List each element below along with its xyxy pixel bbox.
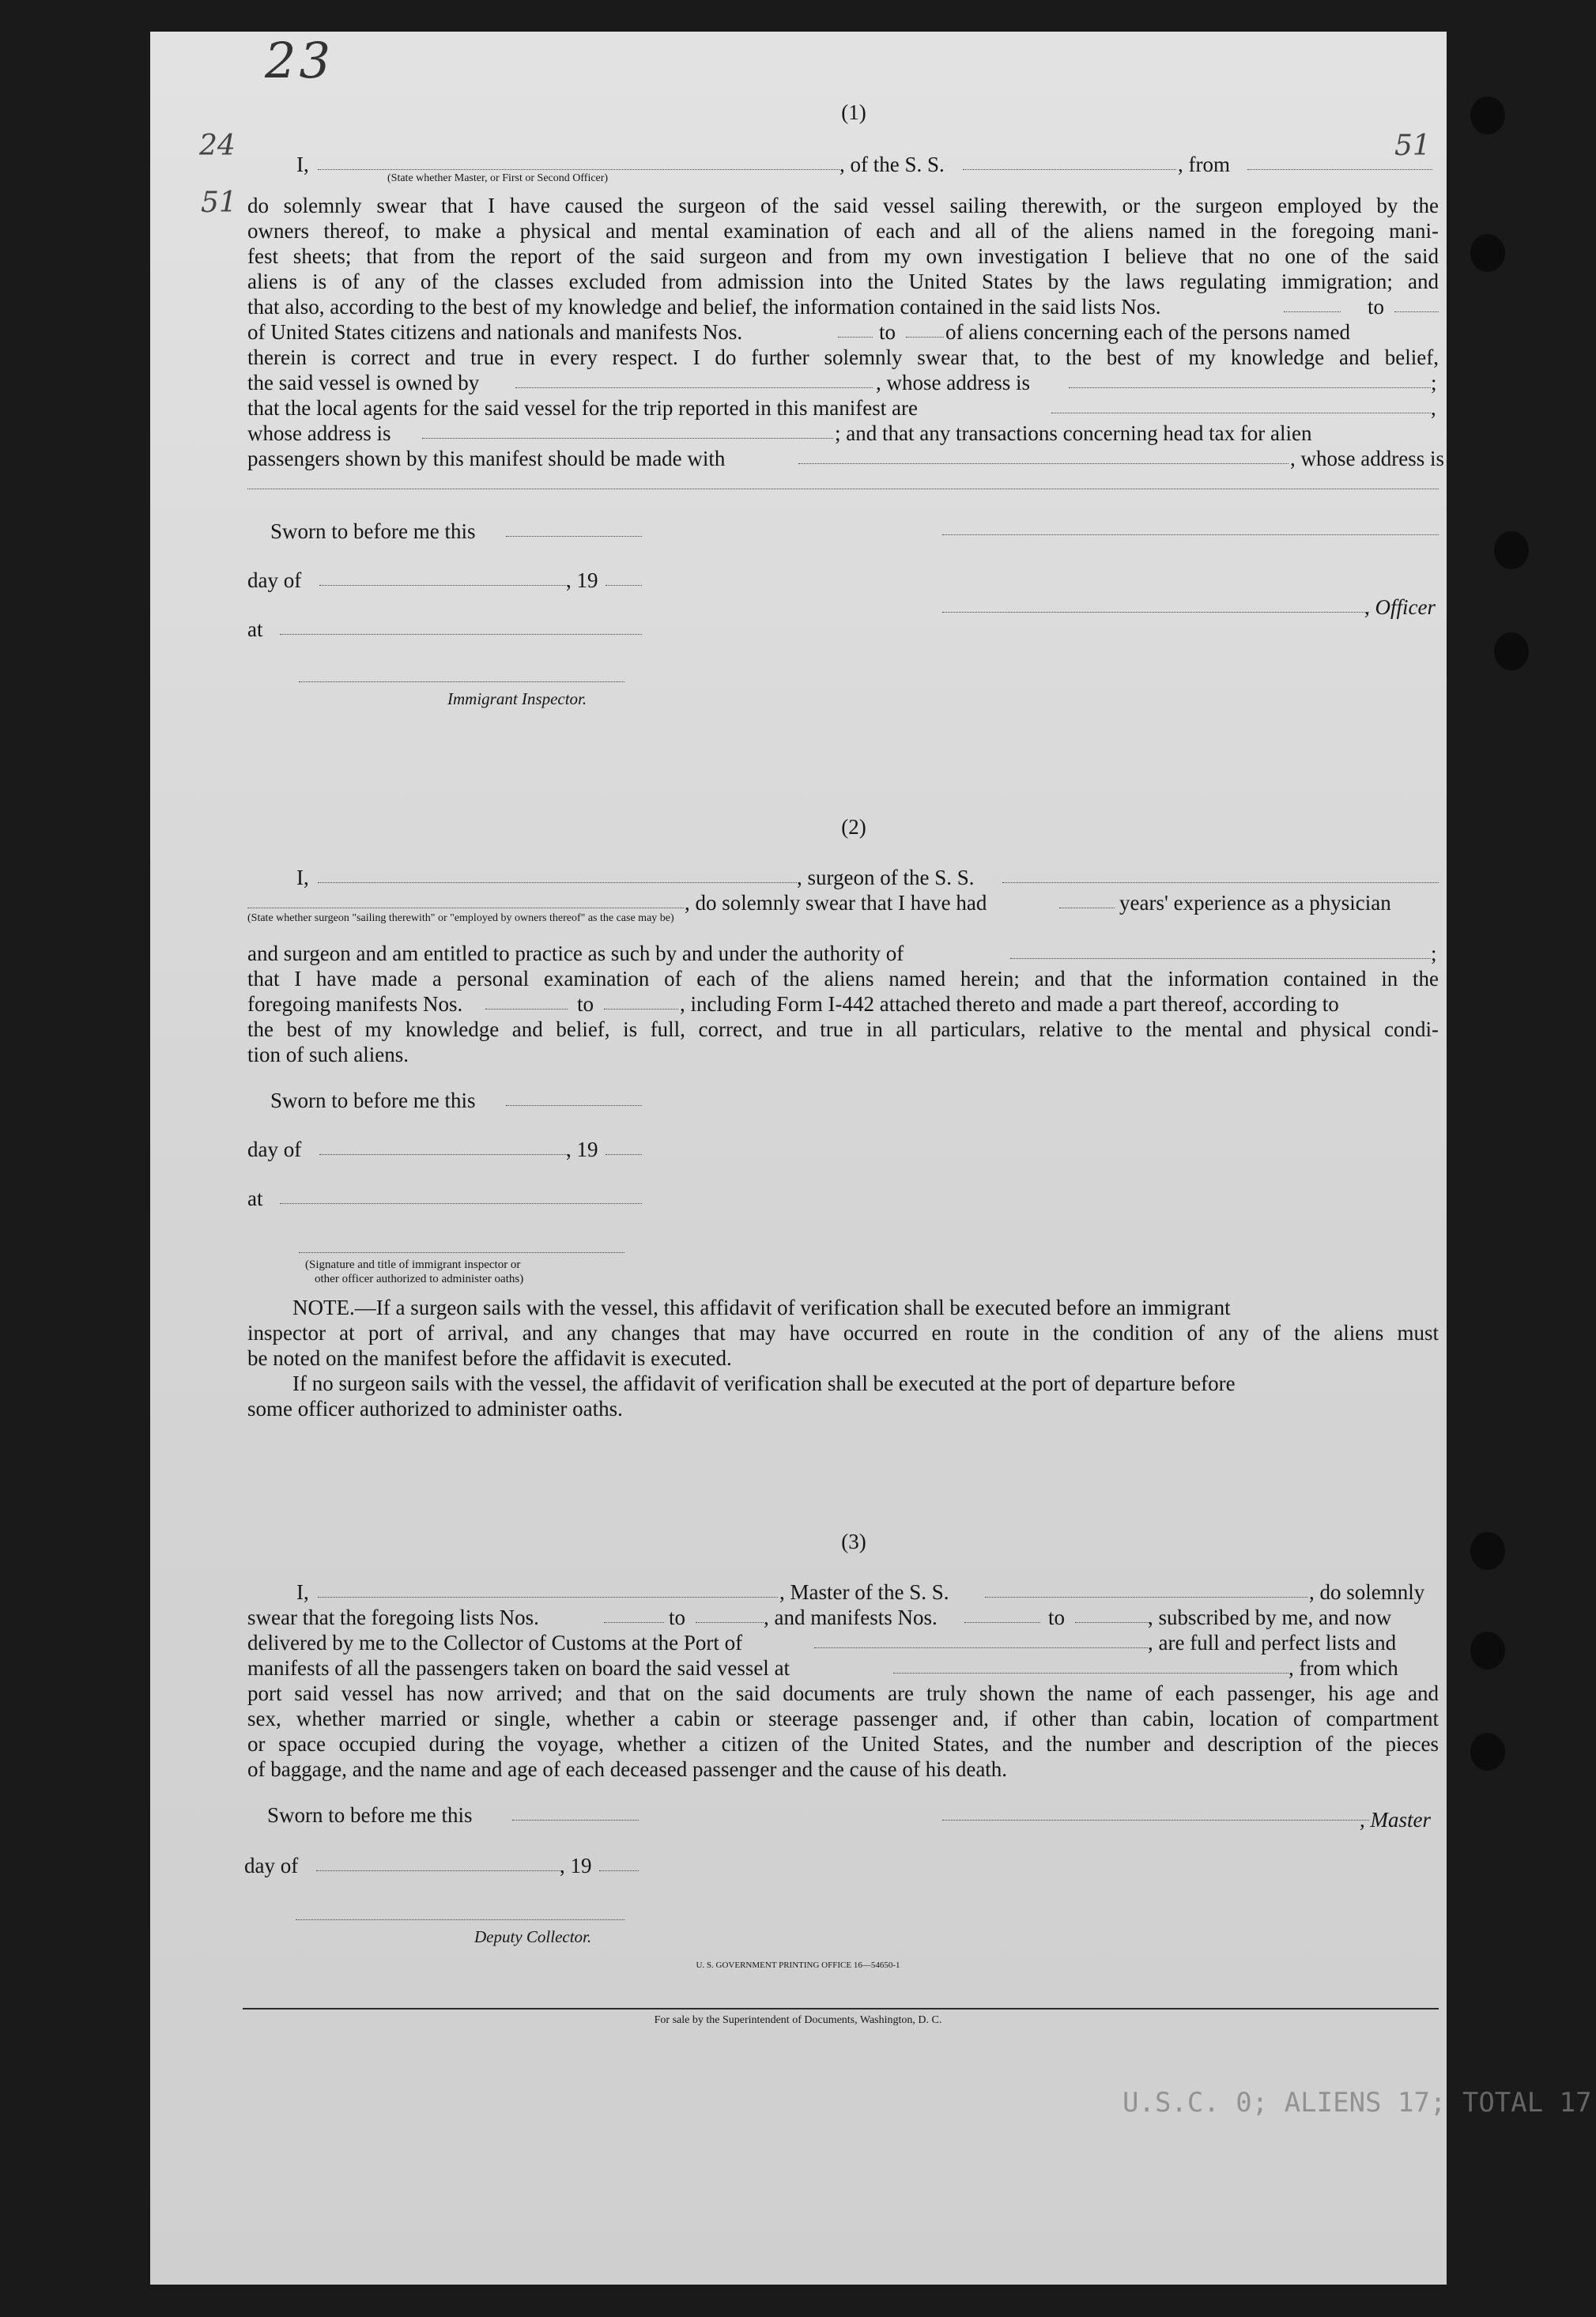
officer-signature-blank[interactable]: [942, 534, 1439, 535]
location-blank[interactable]: [280, 634, 642, 635]
sworn-date-blank[interactable]: [512, 1820, 639, 1821]
note-line: be noted on the manifest before the affidavit is executed.: [247, 1346, 732, 1370]
text-line: owners thereof, to make a physical and mental examination of each and all of the aliens named in the foregoing mani-: [247, 219, 1439, 243]
lists-from-blank[interactable]: [1284, 311, 1341, 312]
lists-to-blank[interactable]: [696, 1622, 764, 1623]
text-line: or space occupied during the voyage, whether a citizen of the United States, and the number and description of the pieces: [247, 1732, 1439, 1756]
text-line: , from: [1178, 153, 1230, 176]
month-blank[interactable]: [316, 1870, 563, 1871]
year-label: , 19: [566, 568, 598, 592]
text-line: port said vessel has now arrived; and that on the said documents are truly shown the name of each passenger, his age and: [247, 1681, 1439, 1705]
text-line: of United States citizens and nationals and manifests Nos.: [247, 320, 743, 344]
text-line: therein is correct and true in every respect. I do further solemnly swear that, to the best of my knowledge and belief,: [247, 345, 1439, 369]
text-line: swear that the foregoing lists Nos.: [247, 1606, 539, 1629]
authority-blank[interactable]: [1010, 958, 1431, 959]
month-blank[interactable]: [319, 1154, 569, 1155]
text-line: I,: [296, 1580, 309, 1604]
signature-note: other officer authorized to administer oaths): [315, 1273, 524, 1285]
text-line: I,: [296, 866, 309, 889]
signature-note: (Signature and title of immigrant inspector or: [305, 1259, 521, 1271]
location-blank[interactable]: [280, 1203, 642, 1204]
punch-hole: [1470, 96, 1505, 134]
head-tax-party-blank[interactable]: [798, 463, 1288, 464]
punch-hole: [1494, 531, 1529, 569]
year-blank[interactable]: [599, 1870, 639, 1871]
text-line: the best of my knowledge and belief, is full, correct, and true in all particulars, relative to the mental and physical condi-: [247, 1017, 1439, 1041]
text-line: to: [1048, 1606, 1066, 1629]
inspector-signature-blank[interactable]: [299, 1252, 624, 1253]
section-number: (1): [841, 100, 866, 124]
text-line: , do solemnly: [1309, 1580, 1425, 1604]
text-line: that I have made a personal examination of each of the aliens named herein; and that the information contained in the: [247, 967, 1439, 991]
officer-name-blank[interactable]: [942, 612, 1369, 613]
day-of-label: day of: [247, 1138, 302, 1161]
text-line: , surgeon of the S. S.: [797, 866, 975, 889]
text-line: manifests of all the passengers taken on board the said vessel at: [247, 1656, 790, 1680]
margin-number: 24: [199, 130, 236, 162]
officer-label: , Officer: [1364, 595, 1436, 619]
text-line: to: [577, 992, 594, 1016]
bleed-through-text: U.S.C. 0; ALIENS 17; TOTAL 17: [1122, 2087, 1592, 2119]
text-line: , whose address is: [1290, 447, 1444, 470]
text-line: sex, whether married or single, whether a cabin or steerage passenger and, if other than cabin, location of compartment: [247, 1707, 1439, 1730]
embarkation-port-blank[interactable]: [893, 1673, 1288, 1674]
text-line: of baggage, and the name and age of each deceased passenger and the cause of his death.: [247, 1757, 1008, 1781]
manifests-to-blank[interactable]: [906, 337, 944, 338]
margin-number: 51: [201, 187, 237, 219]
text-line: years' experience as a physician: [1119, 891, 1391, 915]
text-line: , are full and perfect lists and: [1148, 1631, 1397, 1655]
inspector-label: Immigrant Inspector.: [447, 689, 587, 708]
punch-hole: [1470, 1733, 1505, 1771]
surgeon-name-blank[interactable]: [318, 882, 797, 883]
owner-blank[interactable]: [515, 387, 873, 388]
owner-address-blank[interactable]: [1069, 387, 1431, 388]
surgeon-vessel-blank[interactable]: [1002, 882, 1439, 883]
text-line: aliens is of any of the classes excluded from admission into the United States by the laws regulating immigration; and: [247, 270, 1439, 293]
text-line: ;: [1431, 942, 1437, 965]
section-number: (3): [841, 1530, 866, 1553]
sworn-date-blank[interactable]: [506, 536, 642, 537]
text-line: ;: [1431, 371, 1437, 394]
vessel-name-blank[interactable]: [963, 169, 1176, 170]
at-label: at: [247, 617, 263, 641]
at-label: at: [247, 1187, 263, 1210]
text-line: to: [1368, 295, 1385, 319]
text-line: that also, according to the best of my knowledge and belief, the information contained in the said lists Nos.: [247, 295, 1161, 319]
section-number: (2): [841, 815, 866, 839]
manifests-from-blank[interactable]: [838, 337, 873, 338]
text-line: of aliens concerning each of the persons named: [945, 320, 1351, 344]
text-line: , Master of the S. S.: [779, 1580, 949, 1604]
note-line: If no surgeon sails with the vessel, the affidavit of verification shall be executed at the port of departure before: [292, 1372, 1236, 1395]
text-line: to: [879, 320, 896, 344]
note-line: NOTE.—If a surgeon sails with the vessel, this affidavit of verification shall be executed before an immigrant: [292, 1296, 1231, 1319]
text-line: whose address is: [247, 421, 391, 445]
text-line: ; and that any transactions concerning head tax for alien: [835, 421, 1312, 445]
officer-note: (State whether Master, or First or Second Officer): [387, 172, 609, 184]
text-line: and surgeon and am entitled to practice as such by and under the authority of: [247, 942, 904, 965]
note-line: some officer authorized to administer oaths.: [247, 1397, 623, 1421]
sworn-label: Sworn to before me this: [270, 1089, 476, 1112]
margin-number: 51: [1394, 130, 1431, 162]
collector-signature-blank[interactable]: [296, 1919, 624, 1920]
text-line: , from which: [1288, 1656, 1398, 1680]
footer-rule: [243, 2008, 1439, 2009]
punch-hole: [1470, 1532, 1505, 1570]
punch-hole: [1494, 632, 1529, 670]
surgeon-note: (State whether surgeon "sailing therewith" or "employed by owners thereof" as the case may be): [247, 912, 674, 924]
year-blank[interactable]: [606, 585, 642, 586]
lists-from-blank[interactable]: [604, 1622, 664, 1623]
text-line: , of the S. S.: [840, 153, 945, 176]
year-label: , 19: [560, 1854, 592, 1877]
text-line: , do solemnly swear that I have had: [685, 891, 987, 915]
text-line: ,: [1431, 396, 1436, 420]
master-name-blank[interactable]: [318, 169, 840, 170]
collector-label: Deputy Collector.: [474, 1927, 592, 1946]
year-label: , 19: [566, 1138, 598, 1161]
sworn-label: Sworn to before me this: [270, 519, 476, 543]
vessel-name-blank[interactable]: [985, 1597, 1307, 1598]
text-line: fest sheets; that from the report of the said surgeon and from my own investigation I believe that no one of the said: [247, 244, 1439, 268]
agent-address-blank[interactable]: [422, 438, 833, 439]
sworn-date-blank[interactable]: [506, 1105, 642, 1106]
text-line: the said vessel is owned by: [247, 371, 480, 394]
inspector-signature-blank[interactable]: [299, 681, 624, 682]
text-line: , subscribed by me, and now: [1148, 1606, 1392, 1629]
handwritten-page-number: 23: [265, 32, 334, 89]
printing-office-line: U. S. GOVERNMENT PRINTING OFFICE 16—54650-1: [696, 1960, 900, 1970]
text-line: passengers shown by this manifest should be made with: [247, 447, 726, 470]
master-name-blank[interactable]: [318, 1597, 778, 1598]
text-line: I,: [296, 153, 309, 176]
port-blank[interactable]: [814, 1647, 1148, 1648]
text-line: to: [669, 1606, 686, 1629]
text-line: , including Form I-442 attached thereto and made a part thereof, according to: [680, 992, 1339, 1016]
departure-port-blank[interactable]: [1247, 169, 1432, 170]
day-of-label: day of: [244, 1854, 299, 1877]
year-blank[interactable]: [606, 1154, 642, 1155]
day-of-label: day of: [247, 568, 302, 592]
text-line: tion of such aliens.: [247, 1043, 409, 1066]
text-line: , whose address is: [876, 371, 1030, 394]
text-line: delivered by me to the Collector of Customs at the Port of: [247, 1631, 743, 1655]
sale-notice: For sale by the Superintendent of Documents, Washington, D. C.: [654, 2014, 942, 2026]
master-signature-blank[interactable]: [942, 1820, 1369, 1821]
lists-to-blank[interactable]: [1394, 311, 1439, 312]
text-line: foregoing manifests Nos.: [247, 992, 463, 1016]
sworn-label: Sworn to before me this: [267, 1803, 473, 1827]
text-line: that the local agents for the said vessel for the trip reported in this manifest are: [247, 396, 918, 420]
month-blank[interactable]: [319, 585, 569, 586]
text-line: do solemnly swear that I have caused the surgeon of the said vessel sailing therewith, or the surgeon employed by the: [247, 194, 1439, 217]
master-label: , Master: [1360, 1808, 1431, 1832]
punch-hole: [1470, 234, 1505, 272]
manifests-from-blank[interactable]: [964, 1622, 1040, 1623]
text-line: , and manifests Nos.: [764, 1606, 938, 1629]
note-line: inspector at port of arrival, and any changes that may have occurred en route in the condition of any of the aliens must: [247, 1321, 1439, 1345]
punch-hole: [1470, 1632, 1505, 1670]
manifests-to-blank[interactable]: [1075, 1622, 1149, 1623]
